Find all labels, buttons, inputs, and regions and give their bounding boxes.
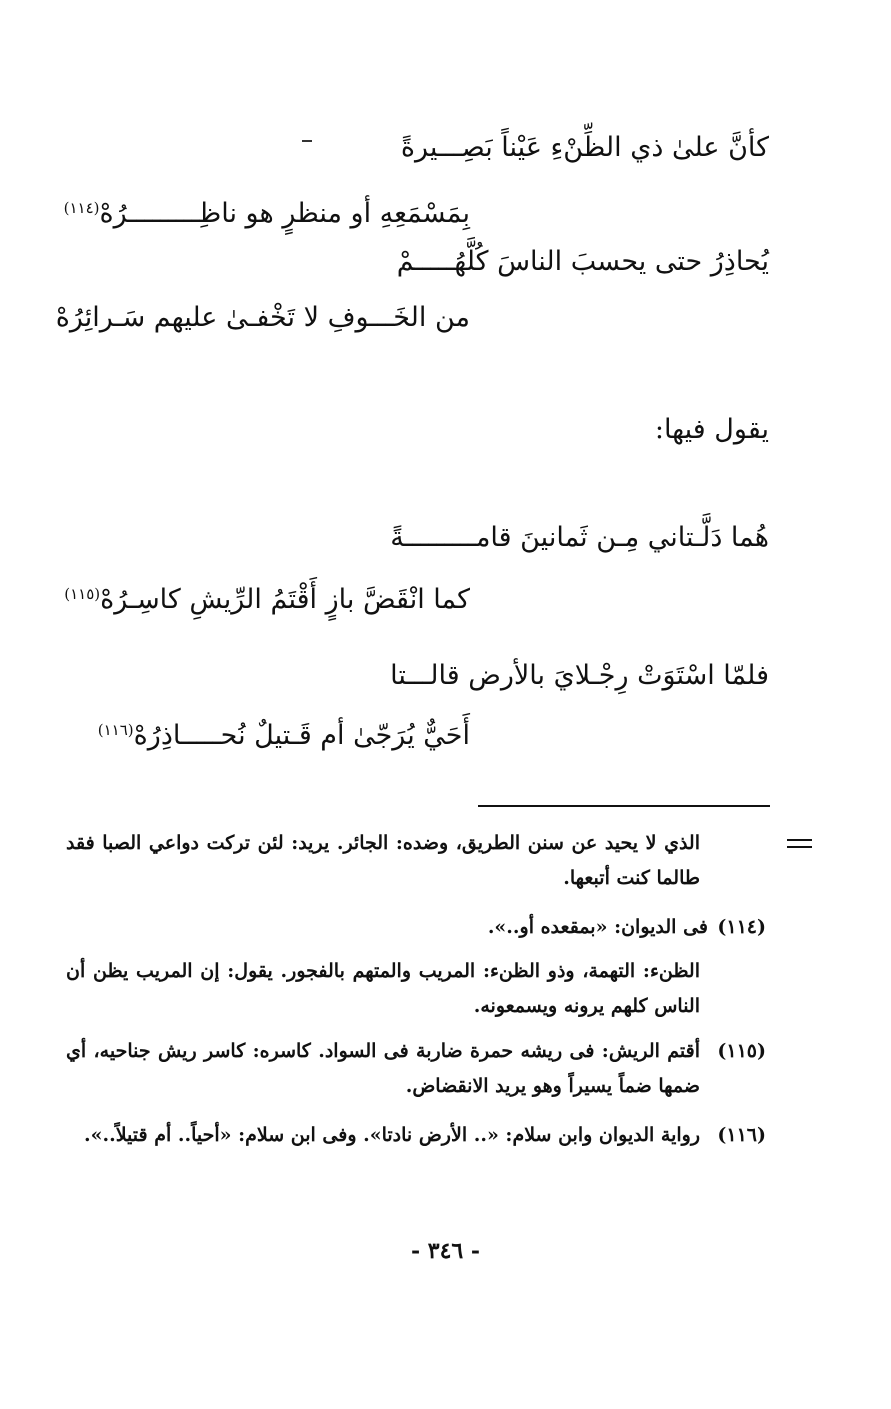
footnote-continued xyxy=(66,826,766,898)
footnote-ref-115[interactable]: (١١٥) xyxy=(64,585,101,603)
footnote-text: رواية الديوان وابن سلام: «.. الأرض نادتا». وفى ابن سلام: «أحياً.. أم قتيلاً..». xyxy=(83,1124,700,1146)
footnote-number: (١١٥) xyxy=(717,1040,766,1062)
verse-text: بِمَسْمَعِهِ أو منظرٍ هو ناظِـــــــــرُهْ xyxy=(99,198,470,229)
verse-text: هُما دَلَّـتاني مِـن ثَمانينَ قامـــــــــةً xyxy=(390,522,769,553)
intro-text: يقول فيها: xyxy=(654,414,769,445)
verse-line-7 xyxy=(390,656,769,696)
verse-text: من الخَـــوفِ لا تَخْفـىٰ عليهم سَـرائِرُهْ xyxy=(55,302,470,333)
verse-line-6 xyxy=(64,574,470,620)
footnote-text: أقتم الريش: فى ريشه حمرة ضاربة فى السواد. كاسره: كاسر ريش جناحيه، أي ضمها ضماً يسيراً وهو يريد الانقضاض. xyxy=(66,1040,700,1097)
verse-line-1 xyxy=(401,128,769,168)
verse-text: كأنَّ علىٰ ذي الظِّنْءِ عَيْناً بَصِـــيرةً xyxy=(400,132,769,163)
verse-line-8 xyxy=(98,710,470,756)
section-intro xyxy=(655,410,769,450)
verse-text: كما انْقَضَّ بازٍ أَقْتَمُ الرِّيشِ كاسِـرُهْ xyxy=(100,584,470,615)
footnote-text: الذي لا يحيد عن سنن الطريق، وضده: الجائر. يريد: لئن تركت دواعي الصبا فقد طالما كنت أتبعها. xyxy=(66,832,700,889)
verse-line-5 xyxy=(390,518,769,558)
stray-dash-mark xyxy=(302,140,312,142)
footnote-text: فى الديوان: «بمقعده أو..». xyxy=(487,916,708,938)
verse-text: أَحَيٌّ يُرَجّىٰ أم قَـتيلٌ نُحـــــاذِرُهْ xyxy=(133,720,470,751)
verse-line-4 xyxy=(56,298,470,338)
footnote-separator xyxy=(478,805,770,807)
footnote-text: الظنء: التهمة، وذو الظنء: المريب والمتهم بالفجور. يقول: إن المريب يظن أن الناس كلهم يرونه ويسمعونه. xyxy=(66,960,700,1017)
page-number: - ٣٤٦ - xyxy=(410,1238,481,1264)
continuation-mark xyxy=(787,839,812,849)
footnote-114-note xyxy=(66,954,766,1026)
footnote-115 xyxy=(66,1034,766,1106)
footnote-116 xyxy=(66,1118,766,1190)
footnote-ref-114[interactable]: (١١٤) xyxy=(63,199,100,217)
footnote-114 xyxy=(66,910,766,946)
footnote-ref-116[interactable]: (١١٦) xyxy=(97,721,134,739)
verse-line-2 xyxy=(64,188,470,234)
footnote-number: (١١٤) xyxy=(717,916,766,938)
verse-text: يُحاذِرُ حتى يحسبَ الناسَ كُلَّهُـــــمْ xyxy=(396,246,769,277)
footnote-number: (١١٦) xyxy=(717,1124,766,1146)
verse-text: فلمّا اسْتَوَتْ رِجْـلايَ بالأرض قالـــتا xyxy=(390,660,769,691)
verse-line-3 xyxy=(397,242,769,282)
